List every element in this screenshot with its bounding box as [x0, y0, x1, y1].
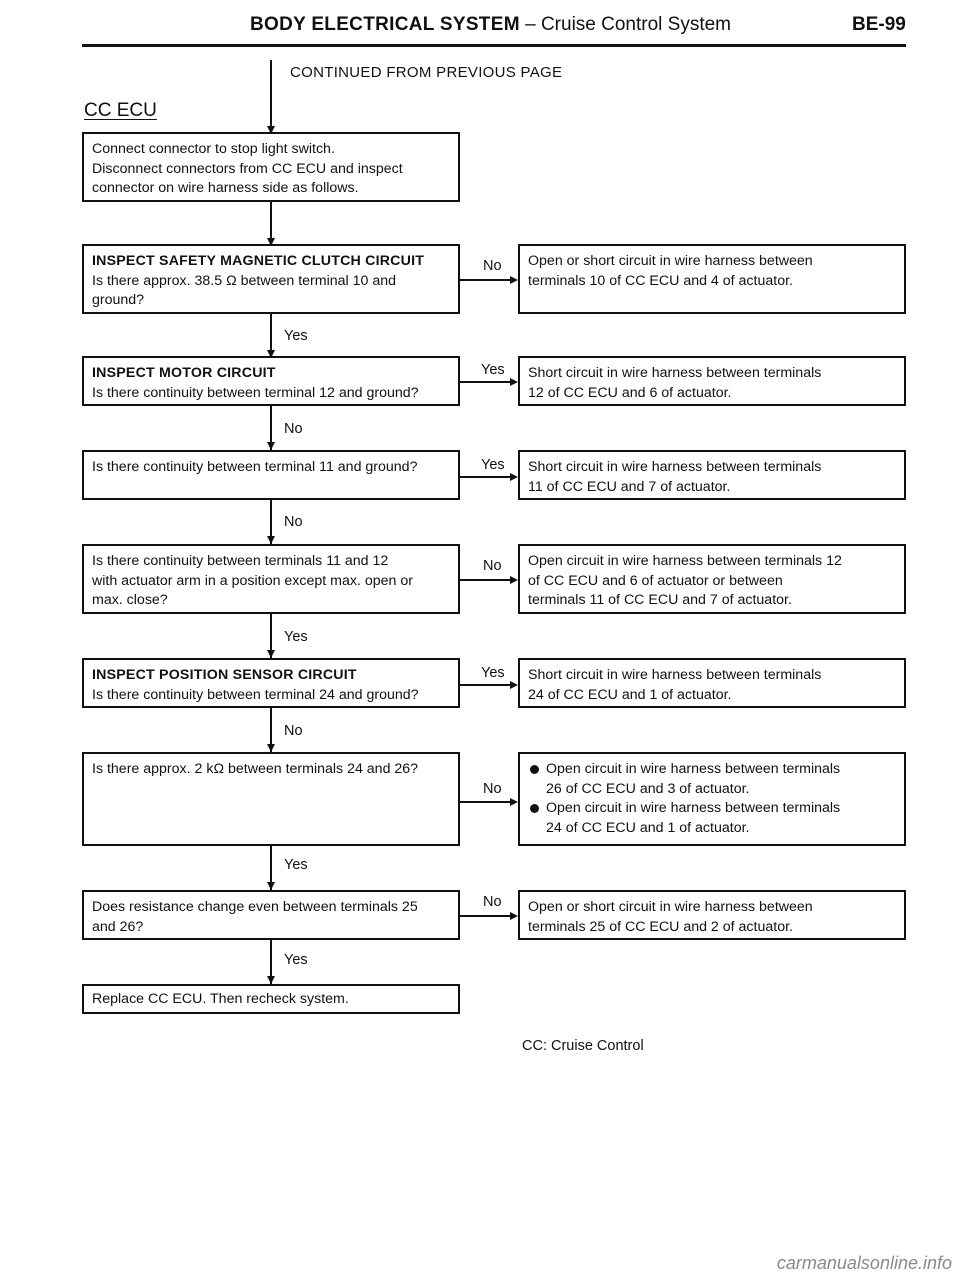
- flow-label: Yes: [284, 952, 308, 968]
- branch-label: Yes: [481, 457, 505, 473]
- flow-label: Yes: [284, 857, 308, 873]
- bullet-item: Open circuit in wire harness between terminals: [528, 799, 896, 819]
- flow-arrow-icon: [267, 882, 275, 890]
- page-number: BE-99: [852, 14, 906, 35]
- bullet-icon: [530, 765, 539, 774]
- result-box: Short circuit in wire harness between terminals 24 of CC ECU and 1 of actuator.: [518, 658, 906, 708]
- branch-connector: [460, 381, 512, 383]
- flow-connector: [270, 60, 272, 132]
- header-rule: [82, 44, 906, 47]
- flow-arrow-icon: [267, 442, 275, 450]
- flow-arrow-icon: [267, 976, 275, 984]
- branch-connector: [460, 915, 512, 917]
- branch-arrow-icon: [510, 798, 518, 806]
- result-box: Open or short circuit in wire harness between terminals 10 of CC ECU and 4 of actuator.: [518, 244, 906, 314]
- branch-label: No: [483, 558, 502, 574]
- flow-arrow-icon: [267, 650, 275, 658]
- branch-connector: [460, 476, 512, 478]
- bullet-item: Open circuit in wire harness between terminals: [528, 760, 896, 780]
- branch-arrow-icon: [510, 473, 518, 481]
- branch-label: Yes: [481, 362, 505, 378]
- result-box: Open or short circuit in wire harness between terminals 25 of CC ECU and 2 of actuator.: [518, 890, 906, 940]
- flow-label: Yes: [284, 328, 308, 344]
- branch-arrow-icon: [510, 276, 518, 284]
- flow-label: No: [284, 723, 303, 739]
- branch-arrow-icon: [510, 912, 518, 920]
- branch-connector: [460, 579, 512, 581]
- branch-connector: [460, 279, 512, 281]
- flow-label: Yes: [284, 629, 308, 645]
- flow-arrow-icon: [267, 536, 275, 544]
- result-box: Open circuit in wire harness between terminals 12 of CC ECU and 6 of actuator or between terminals 11 of CC ECU and 7 of actuator.: [518, 544, 906, 614]
- branch-label: Yes: [481, 665, 505, 681]
- branch-label: No: [483, 894, 502, 910]
- branch-arrow-icon: [510, 576, 518, 584]
- step-box-connect: Connect connector to stop light switch. Disconnect connectors from CC ECU and inspect connector on wire harness side as follows.: [82, 132, 460, 202]
- footnote: CC: Cruise Control: [522, 1038, 644, 1054]
- result-box: Short circuit in wire harness between terminals 12 of CC ECU and 6 of actuator.: [518, 356, 906, 406]
- step-box-terminal-11: Is there continuity between terminal 11 and ground?: [82, 450, 460, 500]
- result-box: Short circuit in wire harness between terminals 11 of CC ECU and 7 of actuator.: [518, 450, 906, 500]
- step-box-2k-ohm: Is there approx. 2 kΩ between terminals 24 and 26?: [82, 752, 460, 846]
- branch-label: No: [483, 258, 502, 274]
- flow-label: No: [284, 514, 303, 530]
- branch-connector: [460, 684, 512, 686]
- result-box: Open circuit in wire harness between terminals 26 of CC ECU and 3 of actuator. Open circuit in wire harness between terminals 24 of CC ECU and 1 of actuator.: [518, 752, 906, 846]
- page-header-title: BODY ELECTRICAL SYSTEM – Cruise Control System: [250, 14, 732, 35]
- step-box-position-sensor: INSPECT POSITION SENSOR CIRCUIT Is there continuity between terminal 24 and ground?: [82, 658, 460, 708]
- bullet-icon: [530, 804, 539, 813]
- flow-label: No: [284, 421, 303, 437]
- flow-arrow-icon: [267, 744, 275, 752]
- step-box-motor-circuit: INSPECT MOTOR CIRCUIT Is there continuity between terminal 12 and ground?: [82, 356, 460, 406]
- step-box-safety-magnetic-clutch: INSPECT SAFETY MAGNETIC CLUTCH CIRCUIT Is there approx. 38.5 Ω between terminal 10 and ground?: [82, 244, 460, 314]
- branch-label: No: [483, 781, 502, 797]
- continued-label: CONTINUED FROM PREVIOUS PAGE: [290, 64, 563, 81]
- step-box-resistance-change: Does resistance change even between terminals 25 and 26?: [82, 890, 460, 940]
- branch-arrow-icon: [510, 378, 518, 386]
- branch-arrow-icon: [510, 681, 518, 689]
- step-box-replace-ecu: Replace CC ECU. Then recheck system.: [82, 984, 460, 1014]
- branch-connector: [460, 801, 512, 803]
- step-box-terminals-11-12: Is there continuity between terminals 11 and 12 with actuator arm in a position except max. open or max. close?: [82, 544, 460, 614]
- watermark: carmanualsonline.info: [776, 1253, 952, 1273]
- section-title: CC ECU: [84, 100, 157, 121]
